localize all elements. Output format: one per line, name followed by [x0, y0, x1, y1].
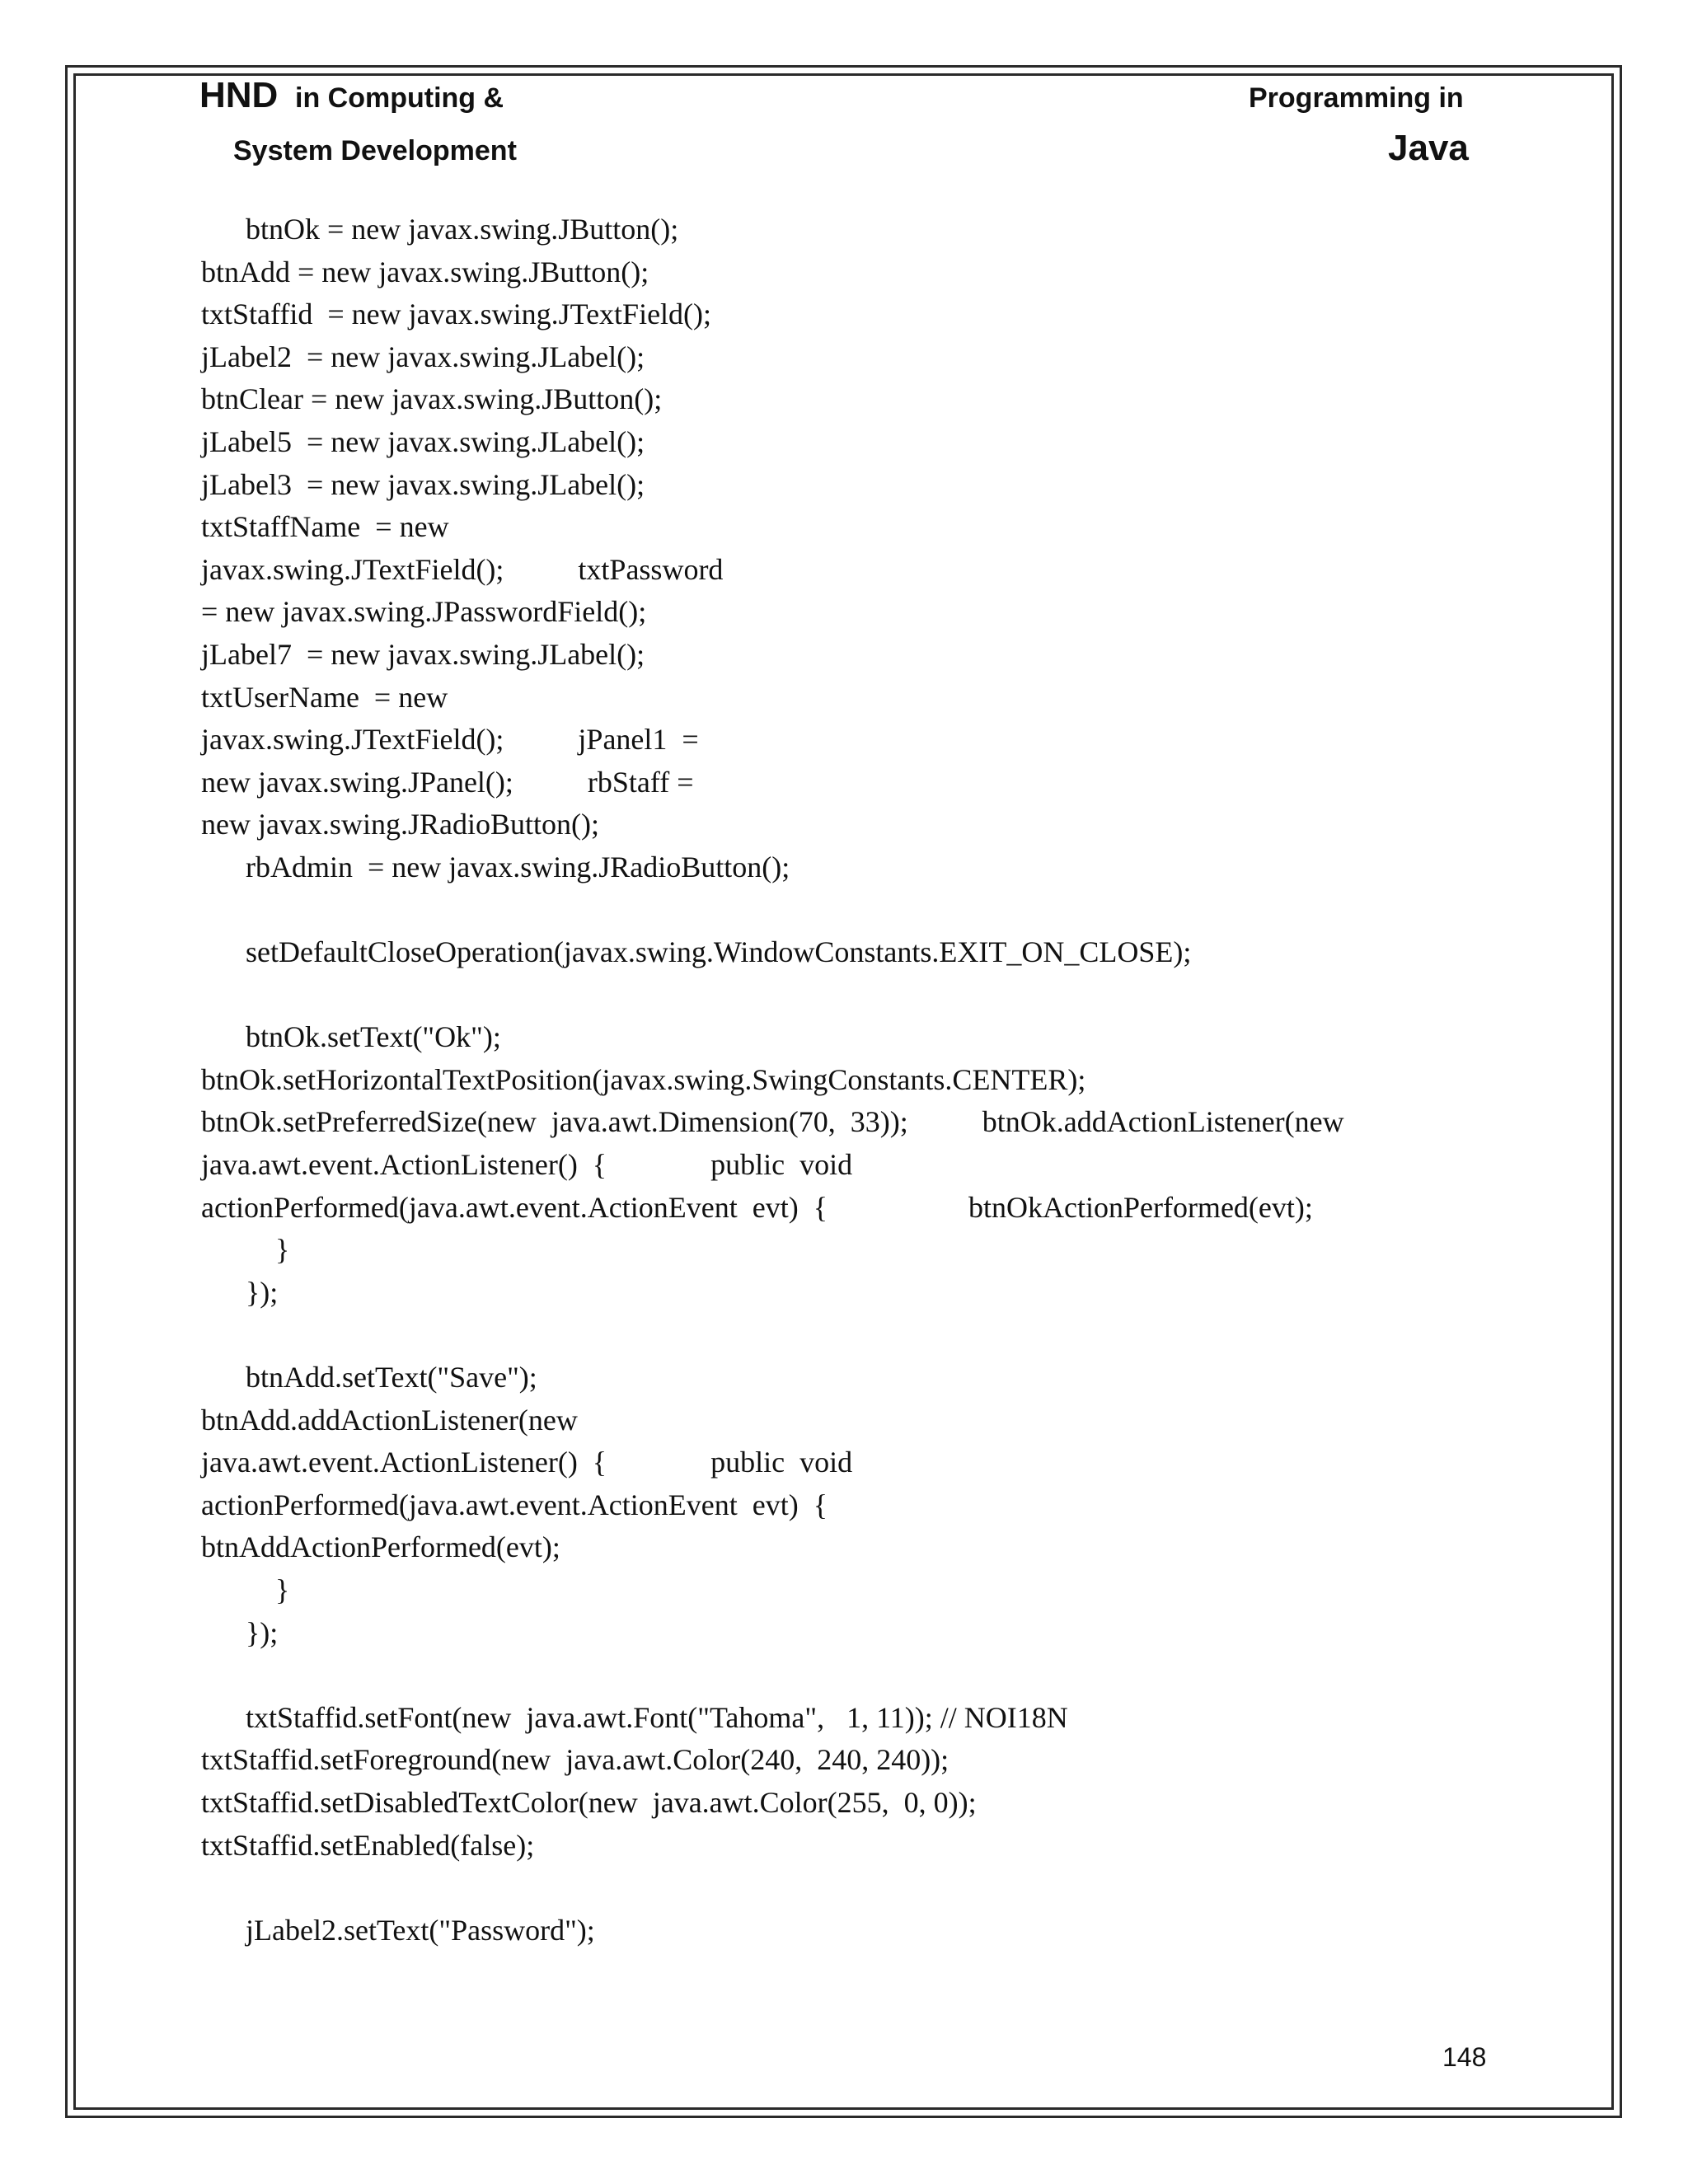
code-line: javax.swing.JTextField(); txtPassword	[201, 552, 724, 586]
code-line: java.awt.event.ActionListener() { public void	[201, 1148, 853, 1182]
code-line: btnAddActionPerformed(evt);	[201, 1530, 560, 1564]
code-line: });	[201, 1615, 279, 1649]
code-line: btnOk.setHorizontalTextPosition(javax.swing.SwingConstants.CENTER);	[201, 1062, 1086, 1096]
header-hnd: HND	[199, 75, 279, 115]
code-line: txtStaffid.setEnabled(false);	[201, 1828, 535, 1862]
code-line: btnAdd.setText("Save");	[201, 1361, 537, 1394]
page-number: 148	[1442, 2042, 1487, 2072]
code-line: txtStaffid.setForeground(new java.awt.Color(240, 240, 240));	[201, 1743, 950, 1777]
code-line: javax.swing.JTextField(); jPanel1 =	[201, 723, 699, 757]
code-line: });	[201, 1275, 279, 1309]
code-line: java.awt.event.ActionListener() { public void	[201, 1446, 853, 1479]
code-line: btnAdd = new javax.swing.JButton();	[201, 255, 649, 288]
code-line: txtStaffid.setFont(new java.awt.Font("Tahoma", 1, 11)); // NOI18N	[201, 1700, 1068, 1734]
code-line: jLabel2.setText("Password");	[201, 1913, 595, 1947]
code-line: }	[201, 1233, 290, 1267]
code-line: jLabel3 = new javax.swing.JLabel();	[201, 467, 645, 501]
code-line: btnClear = new javax.swing.JButton();	[201, 382, 663, 416]
code-line: setDefaultCloseOperation(javax.swing.WindowConstants.EXIT_ON_CLOSE);	[201, 935, 1192, 969]
code-line: btnAdd.addActionListener(new	[201, 1403, 578, 1436]
code-line: jLabel5 = new javax.swing.JLabel();	[201, 424, 645, 458]
code-line	[201, 889, 1553, 932]
code-line	[201, 1314, 1553, 1357]
code-line	[201, 1654, 1553, 1697]
header-programming-in: Programming in	[1249, 82, 1464, 114]
header-system-development: System Development	[233, 135, 517, 166]
code-line: rbAdmin = new javax.swing.JRadioButton();	[201, 850, 790, 883]
code-line: actionPerformed(java.awt.event.ActionEvent evt) {	[201, 1488, 828, 1521]
code-line	[201, 1867, 1553, 1910]
code-line: = new javax.swing.JPasswordField();	[201, 595, 647, 629]
code-line: new javax.swing.JRadioButton();	[201, 808, 599, 841]
code-line: jLabel7 = new javax.swing.JLabel();	[201, 637, 645, 671]
code-line: txtStaffid = new javax.swing.JTextField();	[201, 298, 712, 331]
code-line: btnOk.setText("Ok");	[201, 1020, 501, 1054]
code-line: btnOk = new javax.swing.JButton();	[201, 213, 679, 246]
code-line: }	[201, 1573, 290, 1606]
code-line: txtUserName = new	[201, 680, 448, 714]
code-line: btnOk.setPreferredSize(new java.awt.Dimension(70, 33)); btnOk.addActionListener(new	[201, 1105, 1344, 1139]
code-line: txtStaffid.setDisabledTextColor(new java.awt.Color(255, 0, 0));	[201, 1785, 977, 1819]
code-line: actionPerformed(java.awt.event.ActionEvent evt) { btnOkActionPerformed(evt);	[201, 1190, 1313, 1224]
code-line: new javax.swing.JPanel(); rbStaff =	[201, 765, 694, 799]
code-line: jLabel2 = new javax.swing.JLabel();	[201, 340, 645, 373]
code-listing	[201, 209, 1553, 1952]
header-java: Java	[1388, 128, 1469, 168]
header-in-computing: in Computing &	[295, 82, 504, 114]
code-line: txtStaffName = new	[201, 510, 449, 544]
code-line	[201, 974, 1553, 1017]
